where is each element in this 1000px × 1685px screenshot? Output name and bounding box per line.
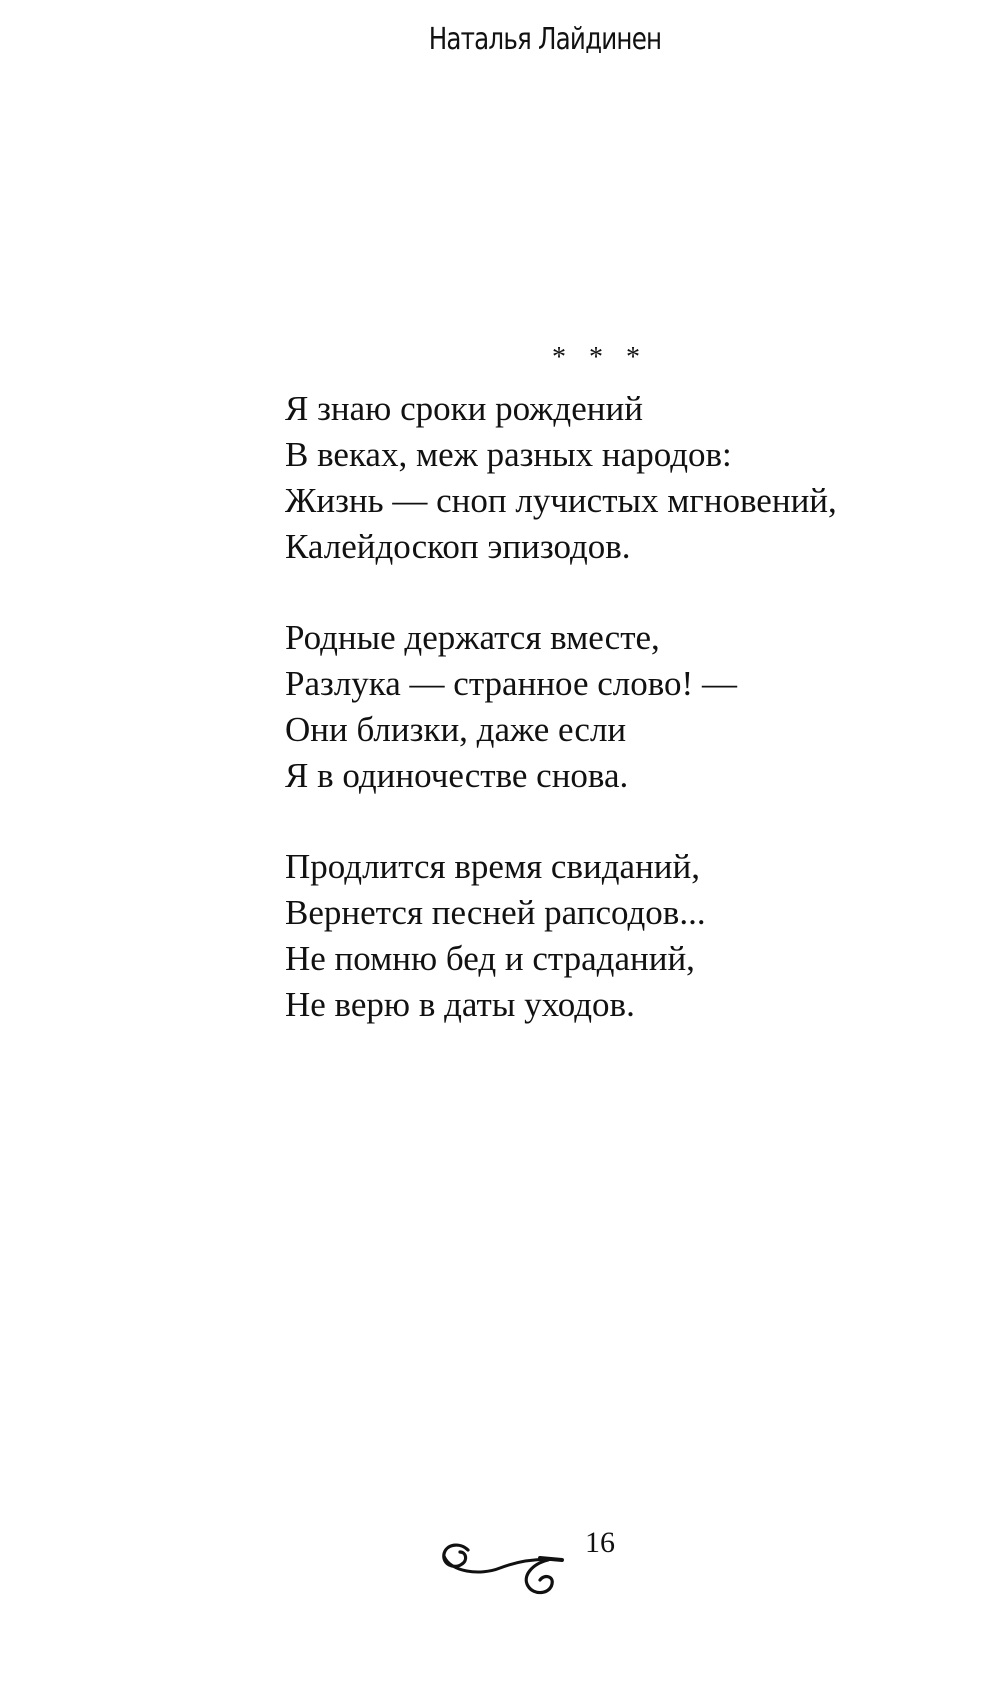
page-footer bbox=[430, 1500, 630, 1610]
swirl-ornament-icon bbox=[430, 1520, 580, 1600]
poem-line: Вернется песней рапсодов... bbox=[285, 893, 706, 932]
poem bbox=[285, 330, 925, 1073]
running-head-author: Наталья Лайдинен bbox=[428, 22, 662, 57]
poem-line: В веках, меж разных народов: bbox=[285, 435, 732, 474]
page-number: 16 bbox=[585, 1526, 615, 1559]
poem-line: Родные держатся вместе, bbox=[285, 618, 660, 657]
poem-line: Разлука — странное слово! — bbox=[285, 664, 737, 703]
stanza-2 bbox=[285, 615, 925, 799]
poem-line: Жизнь — сноп лучистых мгновений, bbox=[285, 481, 837, 520]
stanza-3 bbox=[285, 844, 925, 1028]
poem-separator: * * * bbox=[552, 342, 648, 373]
poem-line: Не верю в даты уходов. bbox=[285, 985, 635, 1024]
poem-line: Калейдоскоп эпизодов. bbox=[285, 527, 631, 566]
poem-line: Не помню бед и страданий, bbox=[285, 939, 695, 978]
poem-line: Я знаю сроки рождений bbox=[285, 389, 643, 428]
poem-line: Они близки, даже если bbox=[285, 710, 627, 749]
stanza-1 bbox=[285, 386, 925, 570]
poem-line: Я в одиночестве снова. bbox=[285, 756, 629, 795]
poem-line: Продлится время свиданий, bbox=[285, 847, 701, 886]
